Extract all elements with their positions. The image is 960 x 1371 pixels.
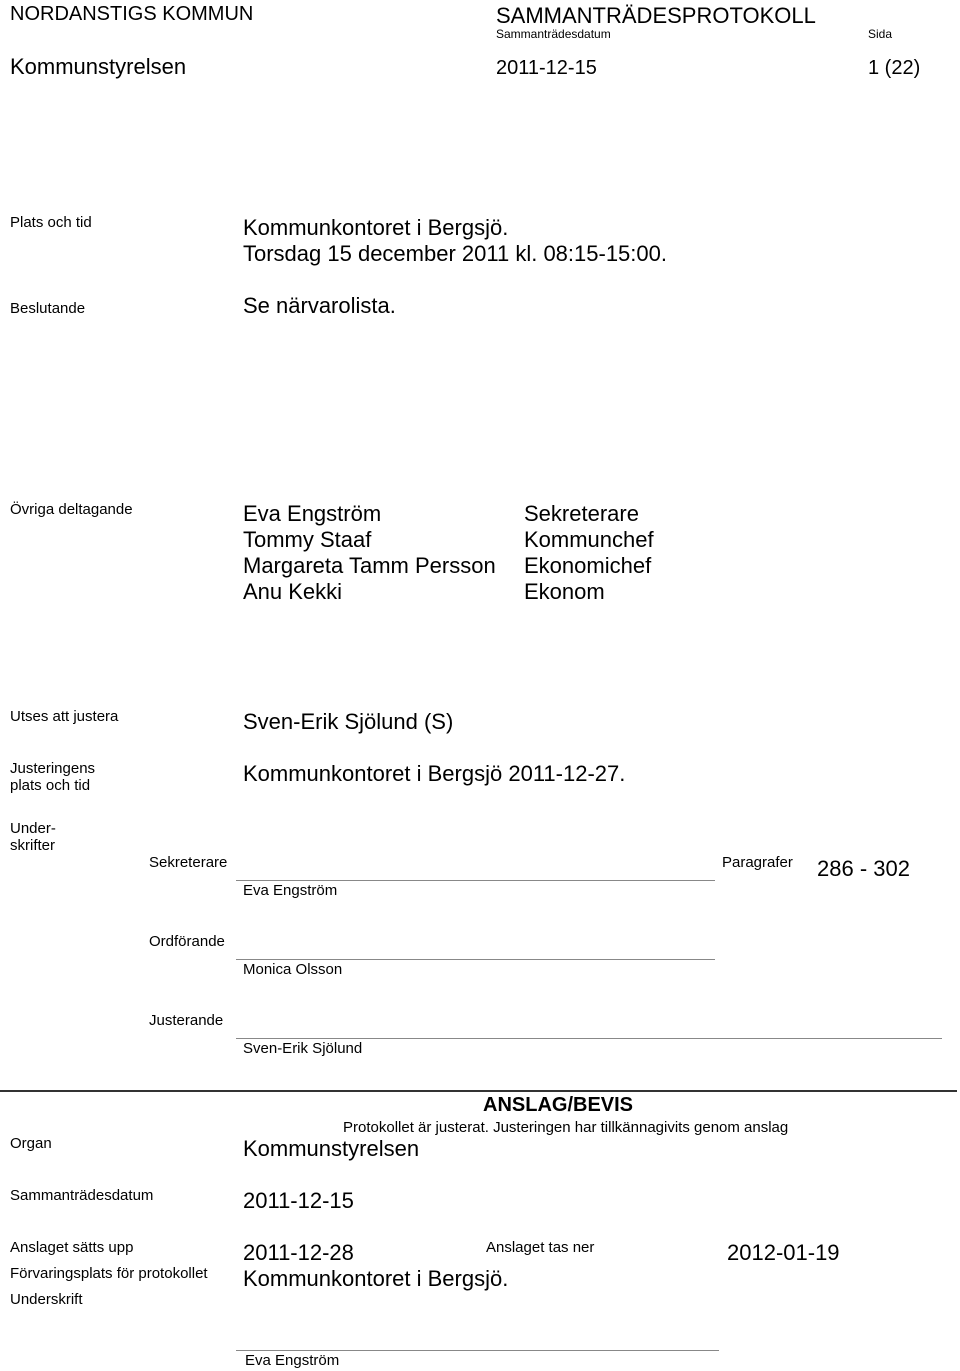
storage-label: Förvaringsplats för protokollet bbox=[10, 1265, 208, 1282]
place-line-2: Torsdag 15 december 2011 kl. 08:15-15:00. bbox=[243, 241, 667, 266]
notice-statement: Protokollet är justerat. Justeringen har tillkännagivits genom anslag bbox=[343, 1119, 789, 1136]
paragraphs-value: 286 - 302 bbox=[817, 856, 910, 881]
date-label: Sammanträdesdatum bbox=[496, 27, 611, 41]
paragraphs-label: Paragrafer bbox=[722, 854, 793, 871]
notice-signature-name: Eva Engström bbox=[245, 1352, 340, 1369]
signatures-label-1: Under- bbox=[10, 820, 56, 837]
chair-name: Monica Olsson bbox=[243, 961, 343, 978]
removed-value: 2012-01-19 bbox=[727, 1240, 840, 1265]
person-role: Ekonomichef bbox=[524, 553, 652, 578]
notice-signature-line bbox=[236, 1350, 719, 1351]
meeting-date: 2011-12-15 bbox=[496, 57, 597, 79]
page-number: 1 (22) bbox=[868, 57, 921, 79]
adjuster-name: Sven-Erik Sjölund bbox=[243, 1040, 363, 1057]
committee-name: Kommunstyrelsen bbox=[10, 54, 187, 79]
appointed-value: Sven-Erik Sjölund (S) bbox=[243, 709, 454, 734]
organ-label: Organ bbox=[10, 1135, 52, 1152]
person-name: Eva Engström bbox=[243, 501, 382, 526]
others-label: Övriga deltagande bbox=[10, 501, 133, 518]
person-name: Anu Kekki bbox=[243, 579, 343, 604]
secretary-name: Eva Engström bbox=[243, 882, 338, 899]
chair-signature-line bbox=[236, 959, 715, 960]
adjuster-label: Justerande bbox=[149, 1012, 224, 1029]
org-name: NORDANSTIGS KOMMUN bbox=[10, 3, 254, 25]
secretary-label: Sekreterare bbox=[149, 854, 228, 871]
posted-label: Anslaget sätts upp bbox=[10, 1239, 134, 1256]
person-name: Tommy Staaf bbox=[243, 527, 372, 552]
signatures-label-2: skrifter bbox=[10, 837, 55, 854]
deciding-value: Se närvarolista. bbox=[243, 293, 396, 318]
person-name: Margareta Tamm Persson bbox=[243, 553, 496, 578]
notice-date-label: Sammanträdesdatum bbox=[10, 1187, 154, 1204]
notice-divider bbox=[0, 1090, 957, 1092]
organ-value: Kommunstyrelsen bbox=[243, 1136, 420, 1161]
adjust-place-value: Kommunkontoret i Bergsjö 2011-12-27. bbox=[243, 761, 626, 786]
storage-value: Kommunkontoret i Bergsjö. bbox=[243, 1266, 509, 1291]
secretary-signature-line bbox=[236, 880, 715, 881]
notice-date-value: 2011-12-15 bbox=[243, 1188, 354, 1213]
posted-value: 2011-12-28 bbox=[243, 1240, 354, 1265]
person-role: Ekonom bbox=[524, 579, 605, 604]
deciding-label: Beslutande bbox=[10, 300, 86, 317]
notice-title: ANSLAG/BEVIS bbox=[483, 1094, 634, 1116]
chair-label: Ordförande bbox=[149, 933, 225, 950]
place-line-1: Kommunkontoret i Bergsjö. bbox=[243, 215, 509, 240]
removed-label: Anslaget tas ner bbox=[486, 1239, 595, 1256]
page-label: Sida bbox=[868, 27, 893, 41]
doc-type: SAMMANTRÄDESPROTOKOLL bbox=[496, 3, 816, 28]
signature-label: Underskrift bbox=[10, 1291, 83, 1308]
adjust-place-label-1: Justeringens bbox=[10, 760, 96, 777]
adjuster-signature-line bbox=[236, 1038, 942, 1039]
person-role: Sekreterare bbox=[524, 501, 639, 526]
appointed-label: Utses att justera bbox=[10, 708, 119, 725]
place-label: Plats och tid bbox=[10, 214, 92, 231]
person-role: Kommunchef bbox=[524, 527, 654, 552]
adjust-place-label-2: plats och tid bbox=[10, 777, 91, 794]
